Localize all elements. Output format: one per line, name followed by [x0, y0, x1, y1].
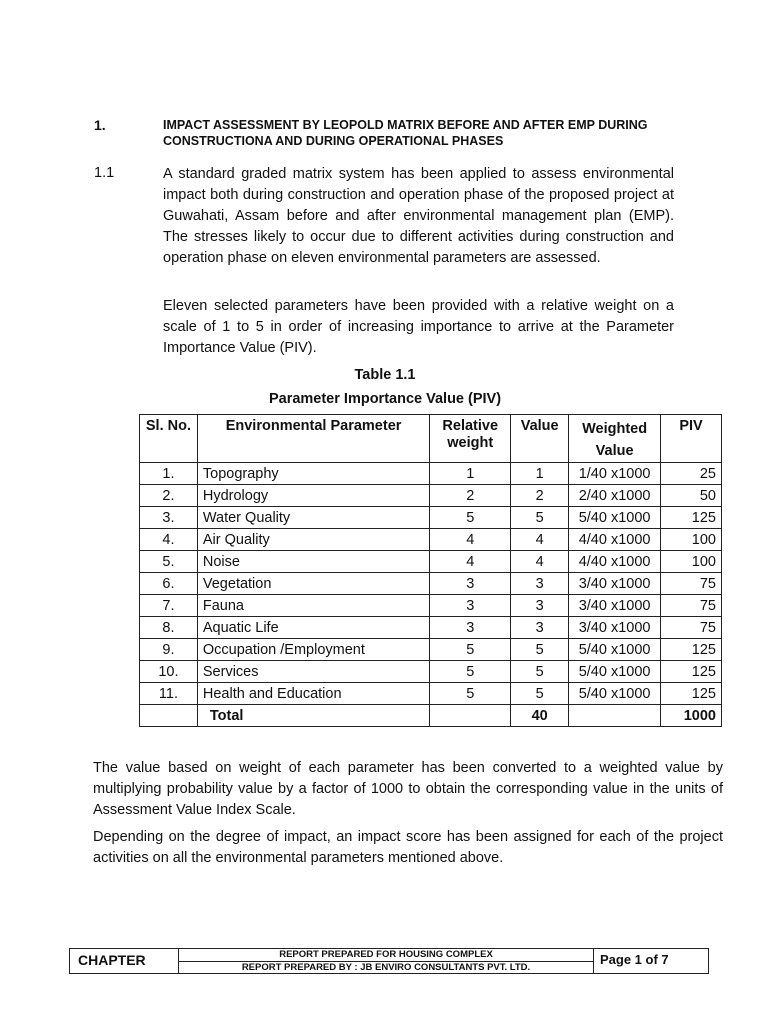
- cell-piv: 25: [661, 463, 722, 485]
- cell-weighted-value: 1/40 x1000: [569, 463, 661, 485]
- cell-piv: 125: [661, 639, 722, 661]
- cell-weighted-value: 5/40 x1000: [569, 683, 661, 705]
- cell-relative-weight: 5: [430, 661, 511, 683]
- cell-parameter: Hydrology: [197, 485, 429, 507]
- cell-parameter: Water Quality: [197, 507, 429, 529]
- cell-piv: 50: [661, 485, 722, 507]
- cell-weighted-value: 3/40 x1000: [569, 573, 661, 595]
- cell-piv: 125: [661, 683, 722, 705]
- cell-piv: 75: [661, 617, 722, 639]
- cell-parameter: Occupation /Employment: [197, 639, 429, 661]
- table-row: [140, 683, 722, 705]
- cell-sl: 8.: [140, 617, 198, 639]
- table-row: [140, 661, 722, 683]
- footer-report-info: [178, 949, 594, 973]
- page-footer: [69, 948, 709, 974]
- cell-piv: 125: [661, 507, 722, 529]
- cell-parameter: Noise: [197, 551, 429, 573]
- table-total-row: [140, 705, 722, 727]
- cell-weighted-value: 5/40 x1000: [569, 661, 661, 683]
- cell-sl: 2.: [140, 485, 198, 507]
- table-header-row: [140, 415, 722, 463]
- cell-relative-weight: 5: [430, 683, 511, 705]
- cell-parameter: Air Quality: [197, 529, 429, 551]
- table-row: [140, 639, 722, 661]
- cell-relative-weight: 5: [430, 639, 511, 661]
- cell-sl: 11.: [140, 683, 198, 705]
- cell-parameter: Health and Education: [197, 683, 429, 705]
- table-row: [140, 595, 722, 617]
- cell-relative-weight: 4: [430, 551, 511, 573]
- cell-relative-weight: 3: [430, 595, 511, 617]
- paragraph-weighted-value: The value based on weight of each parameter has been converted to a weighted value by multiplying probability value by a factor of 1000 to obtain the corresponding value in the units of Assessment Value Index Scale.: [93, 760, 723, 818]
- cell-piv: 125: [661, 661, 722, 683]
- section-number: 1.: [94, 117, 106, 133]
- total-weighted-cell: [569, 705, 661, 727]
- cell-value: 5: [511, 507, 569, 529]
- cell-weighted-value: 5/40 x1000: [569, 507, 661, 529]
- piv-table: [139, 414, 722, 727]
- cell-value: 5: [511, 639, 569, 661]
- header-weighted-value: [569, 415, 661, 463]
- subsection-number: 1.1: [94, 165, 115, 181]
- footer-prepared-for: REPORT PREPARED FOR HOUSING COMPLEX: [179, 949, 593, 962]
- cell-relative-weight: 3: [430, 573, 511, 595]
- table-row: [140, 551, 722, 573]
- cell-value: 5: [511, 683, 569, 705]
- footer-chapter: CHAPTER: [78, 952, 146, 968]
- cell-sl: 5.: [140, 551, 198, 573]
- paragraph-parameters: Eleven selected parameters have been provided with a relative weight on a scale of 1 to 5 in order of increasing importance to arrive at the Parameter Importance Value (PIV).: [163, 298, 674, 356]
- section-title: IMPACT ASSESSMENT BY LEOPOLD MATRIX BEFORE AND AFTER EMP DURING CONSTRUCTIONA AND DURING OPERATIONAL PHASES: [163, 118, 648, 148]
- cell-value: 2: [511, 485, 569, 507]
- paragraph-intro: A standard graded matrix system has been applied to assess environmental impact both during construction and operation phase of the proposed project at Guwahati, Assam before and after environmental management plan (EMP). The stresses likely to occur due to different activities during construction and operation phase on eleven environmental parameters are assessed.: [163, 166, 674, 266]
- cell-sl: 10.: [140, 661, 198, 683]
- cell-weighted-value: 5/40 x1000: [569, 639, 661, 661]
- cell-parameter: Vegetation: [197, 573, 429, 595]
- total-value: 40: [511, 705, 569, 727]
- total-label: Total: [197, 705, 429, 727]
- header-relative-weight: Relative weight: [430, 415, 511, 463]
- footer-prepared-by: REPORT PREPARED BY : JB ENVIRO CONSULTANTS PVT. LTD.: [241, 962, 531, 973]
- cell-parameter: Services: [197, 661, 429, 683]
- cell-sl: 9.: [140, 639, 198, 661]
- table-row: [140, 617, 722, 639]
- table-row: [140, 463, 722, 485]
- cell-value: 3: [511, 595, 569, 617]
- table-row: [140, 529, 722, 551]
- table-row: [140, 507, 722, 529]
- total-sl-cell: [140, 705, 198, 727]
- header-weighted-value-label: Weighted Value: [582, 421, 648, 459]
- header-sl: Sl. No.: [140, 415, 198, 463]
- table-title: Parameter Importance Value (PIV): [268, 391, 502, 407]
- header-piv: PIV: [661, 415, 722, 463]
- cell-relative-weight: 2: [430, 485, 511, 507]
- cell-sl: 7.: [140, 595, 198, 617]
- header-value: Value: [511, 415, 569, 463]
- total-piv: 1000: [661, 705, 722, 727]
- table-row: [140, 485, 722, 507]
- cell-parameter: Aquatic Life: [197, 617, 429, 639]
- cell-value: 5: [511, 661, 569, 683]
- cell-value: 4: [511, 551, 569, 573]
- cell-value: 3: [511, 617, 569, 639]
- cell-piv: 100: [661, 529, 722, 551]
- cell-parameter: Topography: [197, 463, 429, 485]
- cell-piv: 75: [661, 573, 722, 595]
- total-weight-cell: [430, 705, 511, 727]
- cell-relative-weight: 3: [430, 617, 511, 639]
- cell-weighted-value: 3/40 x1000: [569, 617, 661, 639]
- cell-sl: 3.: [140, 507, 198, 529]
- table-caption: Table 1.1: [354, 367, 416, 383]
- cell-weighted-value: 3/40 x1000: [569, 595, 661, 617]
- cell-piv: 75: [661, 595, 722, 617]
- cell-value: 1: [511, 463, 569, 485]
- cell-relative-weight: 5: [430, 507, 511, 529]
- cell-relative-weight: 4: [430, 529, 511, 551]
- cell-sl: 4.: [140, 529, 198, 551]
- footer-page-number: Page 1 of 7: [600, 952, 669, 967]
- paragraph-impact-score: Depending on the degree of impact, an impact score has been assigned for each of the project activities on all the environmental parameters mentioned above.: [93, 829, 723, 866]
- cell-weighted-value: 4/40 x1000: [569, 551, 661, 573]
- cell-sl: 6.: [140, 573, 198, 595]
- cell-relative-weight: 1: [430, 463, 511, 485]
- cell-parameter: Fauna: [197, 595, 429, 617]
- table-row: [140, 573, 722, 595]
- cell-weighted-value: 2/40 x1000: [569, 485, 661, 507]
- cell-value: 4: [511, 529, 569, 551]
- cell-piv: 100: [661, 551, 722, 573]
- cell-sl: 1.: [140, 463, 198, 485]
- cell-value: 3: [511, 573, 569, 595]
- cell-weighted-value: 4/40 x1000: [569, 529, 661, 551]
- header-parameter: Environmental Parameter: [197, 415, 429, 463]
